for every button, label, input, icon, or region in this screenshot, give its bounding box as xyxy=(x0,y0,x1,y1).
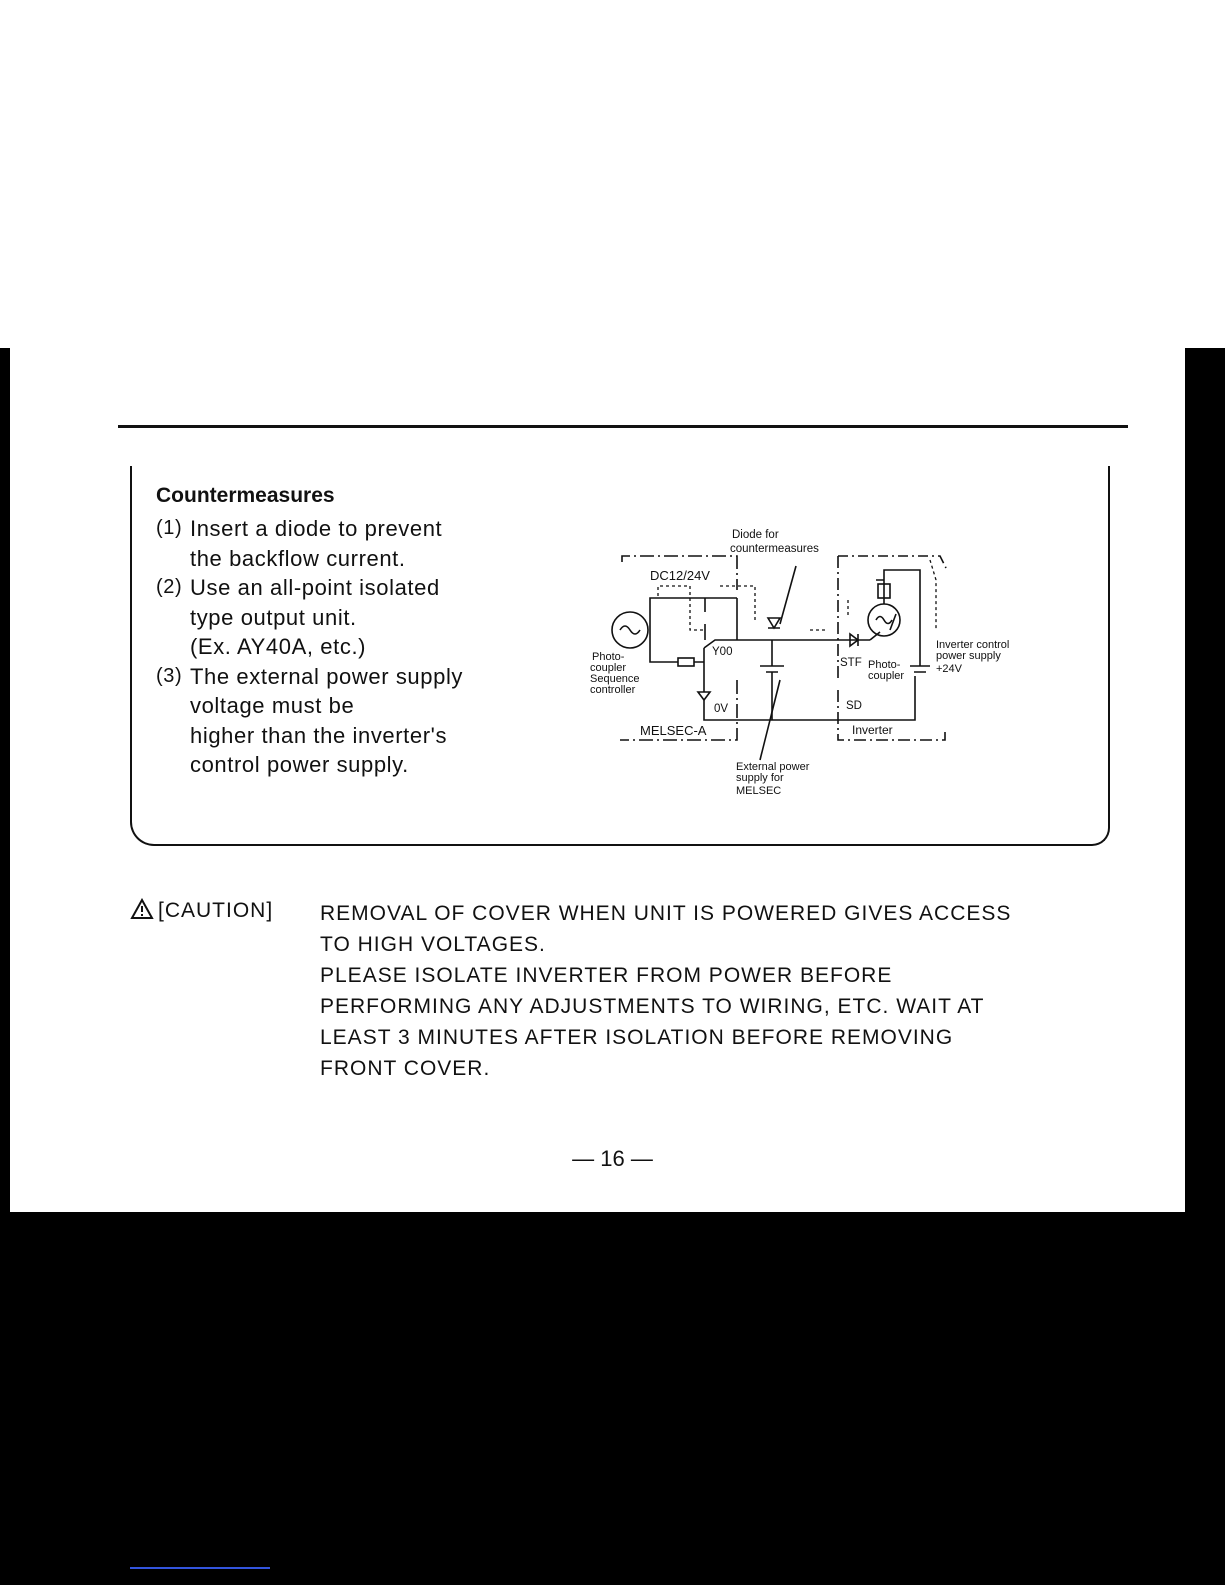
scan-edge-right xyxy=(1185,348,1225,1348)
item-number: (2) xyxy=(156,576,183,598)
item-text: higher than the inverter's xyxy=(190,722,448,748)
page-number: — 16 — xyxy=(572,1146,653,1171)
caution-line: FRONT COVER. xyxy=(320,1057,491,1080)
scan-background-bottom xyxy=(0,1212,1225,1585)
caution-line: PLEASE ISOLATE INVERTER FROM POWER BEFORE xyxy=(320,964,893,987)
warning-triangle-icon xyxy=(130,898,154,920)
item-text: the backflow current. xyxy=(190,545,406,571)
diode-label-1: Diode for xyxy=(732,529,779,541)
item-number: (1) xyxy=(156,517,183,539)
circuit-diagram xyxy=(580,520,1060,810)
item-text: Insert a diode to prevent xyxy=(190,516,443,541)
caution-text xyxy=(320,898,1090,1084)
scan-edge-left xyxy=(0,348,10,1218)
item-text: control power supply. xyxy=(190,752,409,777)
melsec-a-label: MELSEC-A xyxy=(640,723,707,738)
countermeasure-list xyxy=(156,514,516,780)
list-item xyxy=(156,662,516,780)
inverter-control-label-3: +24V xyxy=(936,663,962,675)
external-power-label-2: supply for xyxy=(736,772,784,784)
blue-mark xyxy=(130,1567,270,1569)
inverter-control-label-2: power supply xyxy=(936,650,1001,662)
caution-label: [CAUTION] xyxy=(158,899,274,922)
circuit-diagram-svg xyxy=(580,520,1060,810)
top-rule xyxy=(118,425,1128,428)
inverter-control-label-1: Inverter control xyxy=(936,639,1010,651)
caution-line: TO HIGH VOLTAGES. xyxy=(320,933,546,956)
y00-label: Y00 xyxy=(712,646,733,658)
external-power-label-1: External power xyxy=(736,761,810,773)
item-text: The external power supply xyxy=(190,663,464,689)
caution-line: PERFORMING ANY ADJUSTMENTS TO WIRING, ETC. WAIT AT xyxy=(320,995,985,1018)
inverter-label: Inverter xyxy=(852,723,893,737)
sd-label: SD xyxy=(846,700,862,712)
inv-photocoupler-label-1: Photo- xyxy=(868,659,901,671)
item-text: type output unit. xyxy=(190,604,357,630)
item-text: (Ex. AY40A, etc.) xyxy=(190,634,367,659)
diode-label-2: countermeasures xyxy=(730,543,819,555)
item-number: (3) xyxy=(156,664,183,687)
sequence-label-1: Sequence xyxy=(590,673,640,685)
section-heading: Countermeasures xyxy=(156,484,335,507)
photocoupler-label-1: Photo- xyxy=(592,651,625,663)
zero-v-label: 0V xyxy=(714,703,729,715)
item-text: voltage must be xyxy=(190,693,355,718)
external-power-label-3: MELSEC xyxy=(736,785,782,797)
list-item xyxy=(156,573,516,662)
caution-line: LEAST 3 MINUTES AFTER ISOLATION BEFORE REMOVING xyxy=(320,1026,954,1049)
caution-line: REMOVAL OF COVER WHEN UNIT IS POWERED GIVES ACCESS xyxy=(320,902,1012,925)
item-text: Use an all-point isolated xyxy=(190,575,440,600)
inv-photocoupler-label-2: coupler xyxy=(868,670,905,682)
caution-tag xyxy=(130,898,273,923)
photocoupler-label-2: coupler xyxy=(590,662,627,674)
dc-supply-label: DC12/24V xyxy=(650,568,710,583)
list-item xyxy=(156,514,516,573)
sequence-label-2: controller xyxy=(590,684,636,696)
stf-label: STF xyxy=(840,657,862,669)
